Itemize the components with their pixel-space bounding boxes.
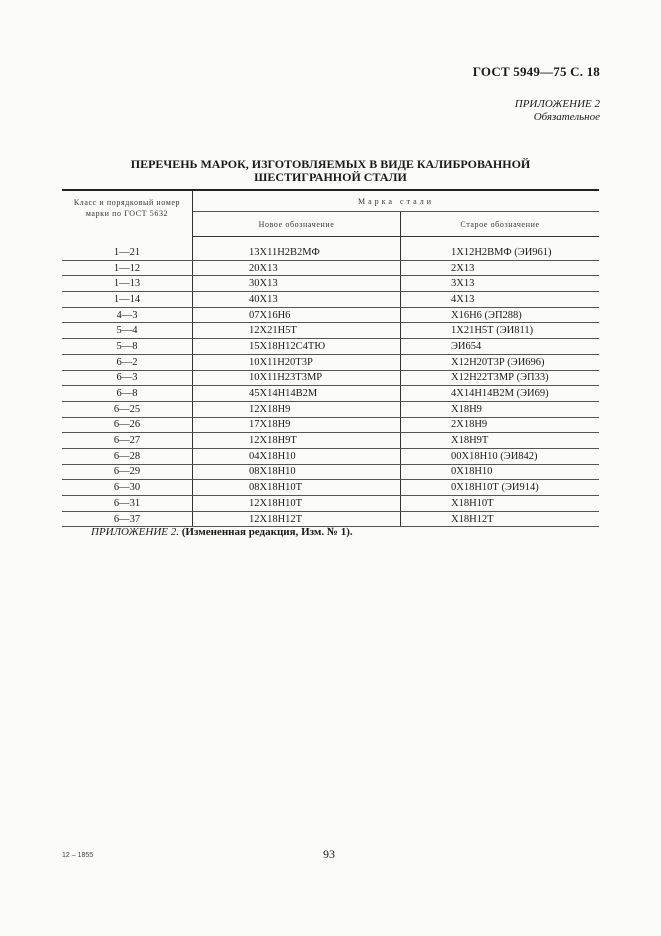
- appendix-label: ПРИЛОЖЕНИЕ 2: [514, 98, 600, 110]
- cell-old-designation: 1Х21Н5Т (ЭИ811): [401, 323, 600, 339]
- cell-old-designation: 4Х14Н14В2М (ЭИ69): [401, 386, 600, 402]
- cell-old-designation: 1Х12Н2ВМФ (ЭИ961): [401, 245, 600, 260]
- table-row: [62, 307, 599, 323]
- cell-new-designation: 10Х11Н20Т3Р: [193, 354, 401, 370]
- cell-new-designation: 20Х13: [193, 260, 401, 276]
- table-row: [62, 448, 599, 464]
- table-row: [62, 370, 599, 386]
- steel-grades-table: [62, 189, 599, 527]
- cell-new-designation: 08Х18Н10Т: [193, 480, 401, 496]
- cell-old-designation: 0Х18Н10: [401, 464, 600, 480]
- printer-mark: 12 – 1855: [62, 852, 94, 859]
- table-row: [62, 496, 599, 512]
- table-row: [62, 511, 599, 527]
- table-row: [62, 339, 599, 355]
- cell-old-designation: Х12Н20Т3Р (ЭИ696): [401, 354, 600, 370]
- cell-class-number: 6—29: [62, 464, 193, 480]
- cell-new-designation: 17Х18Н9: [193, 417, 401, 433]
- column-header-old: Старое обозначение: [401, 212, 600, 237]
- cell-class-number: 6—37: [62, 511, 193, 527]
- appendix-status: Обязательное: [533, 111, 600, 123]
- cell-new-designation: 13Х11Н2В2МФ: [193, 245, 401, 260]
- cell-class-number: 6—8: [62, 386, 193, 402]
- column-header-class-line-1: Класс и порядковый номер: [73, 198, 181, 207]
- cell-class-number: 6—25: [62, 401, 193, 417]
- cell-class-number: 1—12: [62, 260, 193, 276]
- amendment-note-ref: ПРИЛОЖЕНИЕ 2.: [91, 526, 179, 538]
- cell-class-number: 6—30: [62, 480, 193, 496]
- table-title-line-1: ПЕРЕЧЕНЬ МАРОК, ИЗГОТОВЛЯЕМЫХ В ВИДЕ КАЛИБРОВАННОЙ: [130, 157, 531, 171]
- table-row: [62, 433, 599, 449]
- column-header-class: [62, 190, 193, 237]
- cell-old-designation: Х16Н6 (ЭП288): [401, 307, 600, 323]
- cell-class-number: 1—21: [62, 245, 193, 260]
- cell-class-number: 6—26: [62, 417, 193, 433]
- cell-old-designation: 00Х18Н10 (ЭИ842): [401, 448, 600, 464]
- cell-new-designation: 12Х18Н12Т: [193, 511, 401, 527]
- table-title: [62, 158, 599, 184]
- cell-class-number: 6—28: [62, 448, 193, 464]
- table-row: [62, 417, 599, 433]
- table-body: [62, 245, 599, 527]
- cell-new-designation: 12Х21Н5Т: [193, 323, 401, 339]
- document-header: ГОСТ 5949—75 С. 18: [472, 64, 600, 79]
- table-row: [62, 464, 599, 480]
- cell-old-designation: Х18Н9: [401, 401, 600, 417]
- cell-class-number: 4—3: [62, 307, 193, 323]
- cell-new-designation: 12Х18Н9: [193, 401, 401, 417]
- cell-old-designation: ЭИ654: [401, 339, 600, 355]
- cell-new-designation: 15Х18Н12С4ТЮ: [193, 339, 401, 355]
- table-row: [62, 292, 599, 308]
- cell-old-designation: 3Х13: [401, 276, 600, 292]
- cell-new-designation: 12Х18Н10Т: [193, 496, 401, 512]
- cell-old-designation: 2Х18Н9: [401, 417, 600, 433]
- amendment-note: [91, 526, 353, 538]
- cell-new-designation: 40Х13: [193, 292, 401, 308]
- cell-class-number: 6—2: [62, 354, 193, 370]
- cell-old-designation: Х18Н12Т: [401, 511, 600, 527]
- cell-class-number: 6—31: [62, 496, 193, 512]
- cell-new-designation: 30Х13: [193, 276, 401, 292]
- cell-class-number: 6—3: [62, 370, 193, 386]
- cell-old-designation: 4Х13: [401, 292, 600, 308]
- table-row: [62, 401, 599, 417]
- cell-class-number: 1—13: [62, 276, 193, 292]
- cell-old-designation: 0Х18Н10Т (ЭИ914): [401, 480, 600, 496]
- table-row: [62, 276, 599, 292]
- cell-new-designation: 10Х11Н23Т3МР: [193, 370, 401, 386]
- cell-class-number: 5—8: [62, 339, 193, 355]
- amendment-note-text: (Измененная редакция, Изм. № 1).: [181, 526, 353, 538]
- table-row: [62, 386, 599, 402]
- cell-class-number: 5—4: [62, 323, 193, 339]
- column-group-header: Марка стали: [193, 190, 600, 212]
- cell-new-designation: 45Х14Н14В2М: [193, 386, 401, 402]
- cell-class-number: 6—27: [62, 433, 193, 449]
- cell-new-designation: 12Х18Н9Т: [193, 433, 401, 449]
- cell-class-number: 1—14: [62, 292, 193, 308]
- table-row: [62, 354, 599, 370]
- appendix-label-block: [515, 98, 600, 124]
- table-title-line-2: ШЕСТИГРАННОЙ СТАЛИ: [254, 170, 407, 184]
- column-header-class-line-2: марки по ГОСТ 5632: [85, 209, 169, 218]
- column-header-new: Новое обозначение: [193, 212, 401, 237]
- table-row: [62, 260, 599, 276]
- cell-new-designation: 04Х18Н10: [193, 448, 401, 464]
- table-row: [62, 480, 599, 496]
- table-row: [62, 323, 599, 339]
- cell-new-designation: 08Х18Н10: [193, 464, 401, 480]
- cell-old-designation: Х12Н22Т3МР (ЭП33): [401, 370, 600, 386]
- cell-old-designation: 2Х13: [401, 260, 600, 276]
- page-number: 93: [323, 847, 335, 861]
- table-row: [62, 245, 599, 260]
- cell-old-designation: Х18Н10Т: [401, 496, 600, 512]
- cell-old-designation: Х18Н9Т: [401, 433, 600, 449]
- cell-new-designation: 07Х16Н6: [193, 307, 401, 323]
